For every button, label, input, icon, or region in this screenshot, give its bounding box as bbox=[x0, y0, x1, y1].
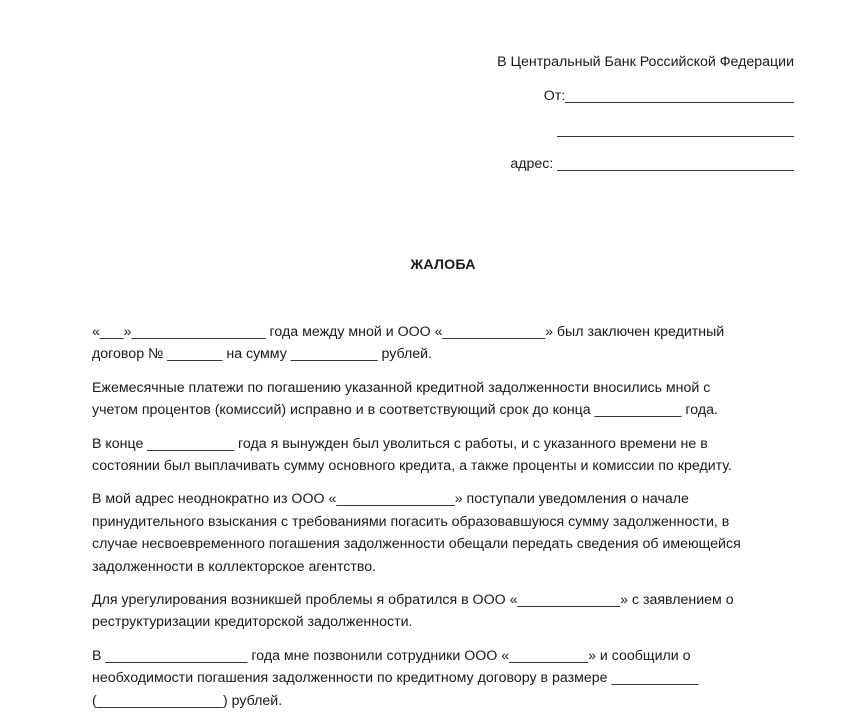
paragraph-phone-call bbox=[92, 645, 782, 712]
blank-field-line: ______________________________ bbox=[557, 122, 794, 138]
text-line: Ежемесячные платежи по погашению указанной кредитной задолженности вносились мной с bbox=[92, 379, 711, 396]
complaint-body bbox=[92, 321, 782, 723]
text-line: (________________) рублей. bbox=[92, 692, 283, 709]
text-line: договор № _______ на сумму ___________ рублей. bbox=[92, 346, 433, 363]
text-line: В __________________ года мне позвонили сотрудники ООО «__________» и сообщили о bbox=[92, 647, 691, 664]
paragraph-notifications bbox=[92, 488, 782, 578]
text-line: Для урегулирования возникшей проблемы я обратился в ООО «_____________» с заявлением о bbox=[92, 592, 734, 609]
recipient-line: В Центральный Банк Российской Федерации bbox=[497, 54, 794, 70]
text-line: необходимости погашения задолженности по кредитному договору в размере ___________ bbox=[92, 670, 699, 687]
text-line: В мой адрес неоднократно из ООО «_______________» поступали уведомления о начале bbox=[92, 491, 689, 508]
paragraph-payments bbox=[92, 377, 782, 422]
text-line: случае несвоевременного погашения задолженности обещали передать сведения об имеющейся bbox=[92, 536, 741, 553]
from-field-line: От:_____________________________ bbox=[543, 88, 794, 104]
text-line: «___»_________________ года между мной и ООО «_____________» был заключен кредитный bbox=[92, 324, 725, 340]
document-title: ЖАЛОБА bbox=[410, 257, 476, 273]
addressee-block bbox=[497, 52, 794, 188]
paragraph-contract bbox=[92, 321, 782, 366]
address-field-line: адрес: ______________________________ bbox=[510, 156, 794, 172]
text-line: реструктуризации кредиторской задолженности. bbox=[92, 614, 413, 631]
text-line: В конце ___________ года я вынужден был уволиться с работы, и с указанного времени не в bbox=[92, 435, 708, 452]
text-line: принудительного взыскания с требованиями погасить образовавшуюся сумму задолженности, в bbox=[92, 513, 730, 530]
text-line: учетом процентов (комиссий) исправно и в соответствующий срок до конца ___________ года. bbox=[92, 402, 718, 419]
paragraph-restructuring bbox=[92, 589, 782, 634]
text-line: состоянии был выплачивать сумму основного кредита, а также проценты и комиссии по кредиту. bbox=[92, 458, 732, 475]
text-line: задолженности в коллекторское агентство. bbox=[92, 558, 377, 575]
paragraph-dismissal bbox=[92, 433, 782, 478]
